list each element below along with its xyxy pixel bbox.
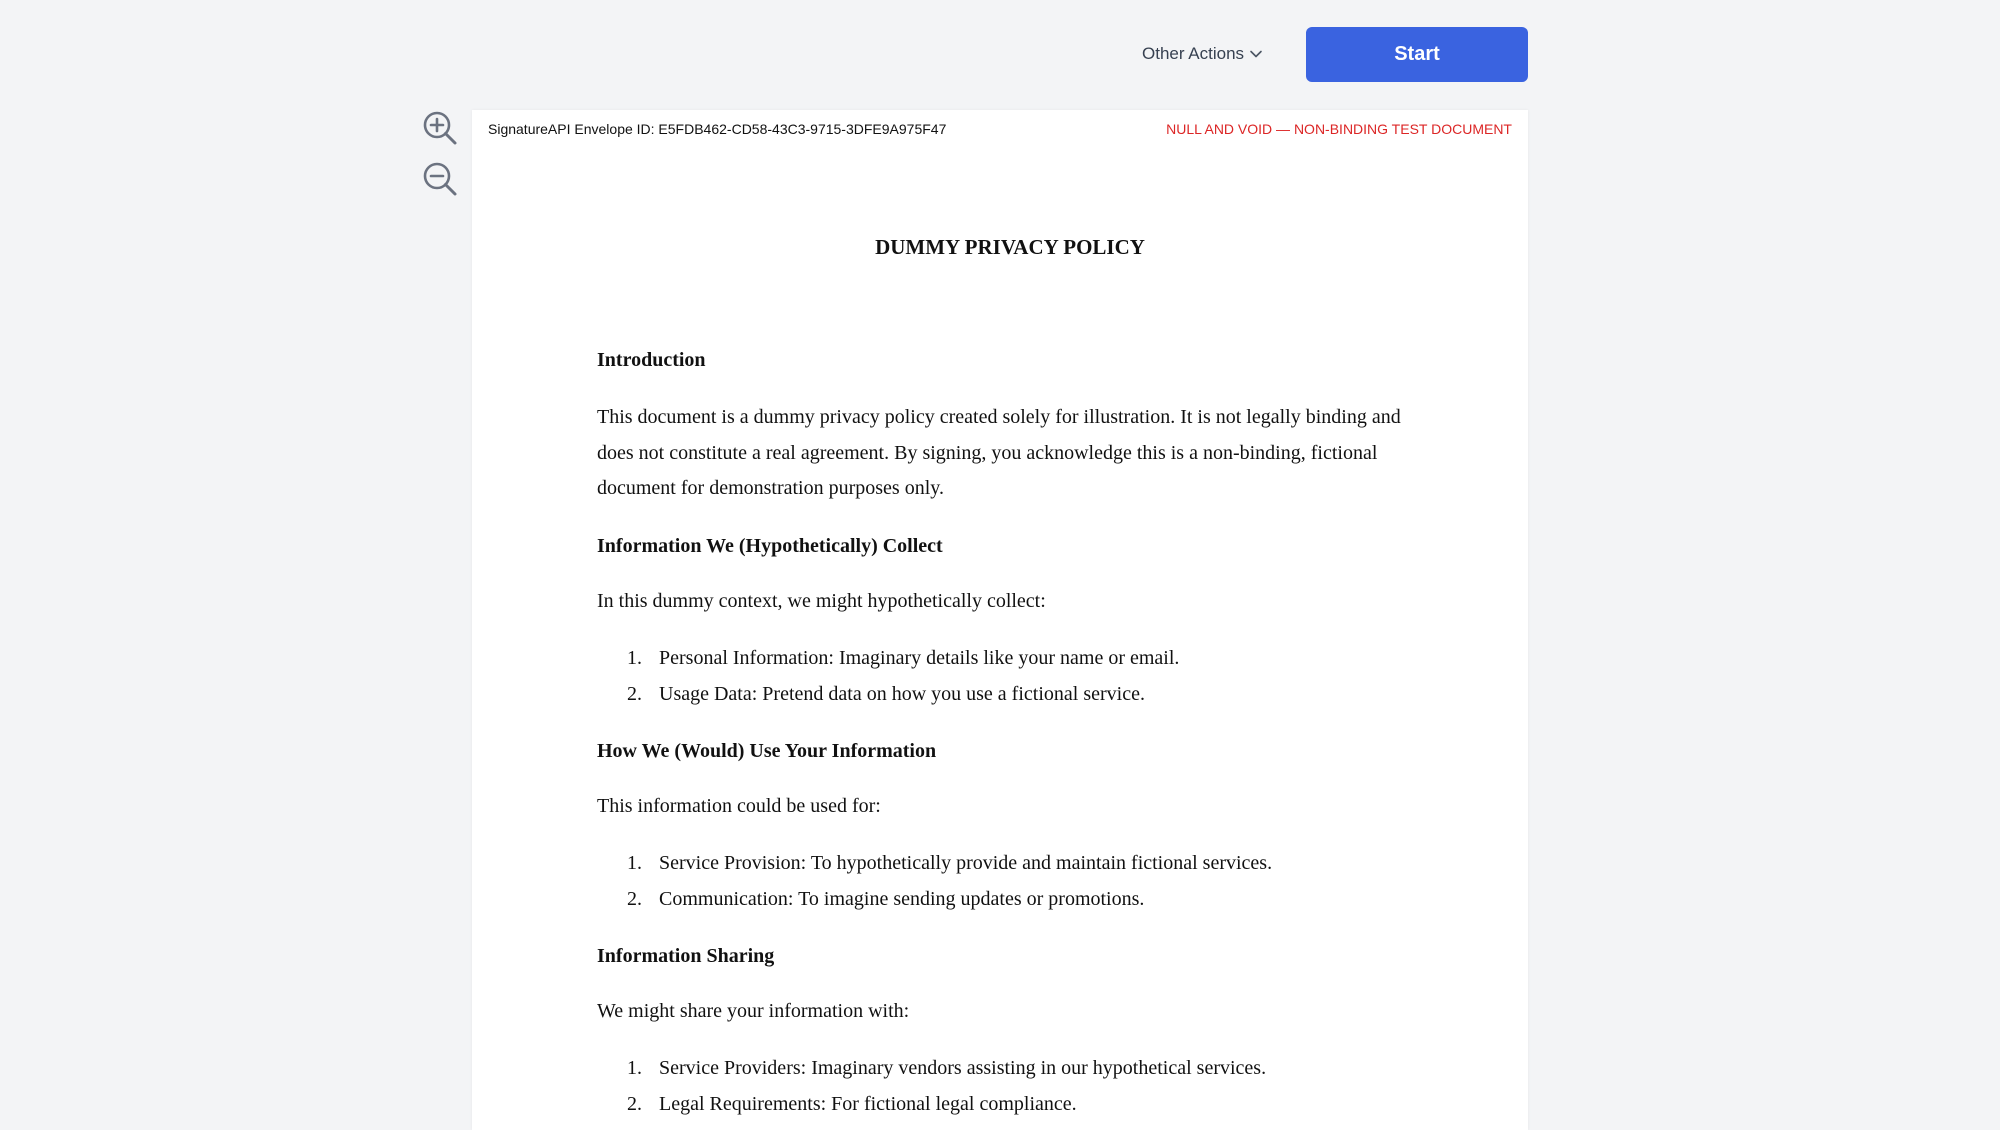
list-number: 1. — [627, 1057, 642, 1080]
list-item — [597, 1051, 1417, 1087]
start-button[interactable]: Start — [1306, 27, 1528, 82]
section-paragraph-information-sharing: We might share your information with: — [597, 1000, 910, 1023]
void-notice: NULL AND VOID — NON-BINDING TEST DOCUMENT — [1166, 121, 1512, 137]
list-number: 1. — [627, 646, 642, 669]
chevron-down-icon — [1249, 47, 1263, 61]
list-information-sharing — [597, 1051, 1417, 1122]
document-title: DUMMY PRIVACY POLICY — [875, 235, 1145, 259]
document-page — [472, 110, 1528, 1130]
list-use-information — [597, 846, 1417, 917]
list-text: Communication: To imagine sending updates or promotions. — [659, 887, 1145, 910]
section-heading-use-information: How We (Would) Use Your Information — [597, 740, 937, 763]
section-heading-introduction: Introduction — [597, 349, 706, 371]
list-text: Service Providers: Imaginary vendors assisting in our hypothetical services. — [659, 1057, 1267, 1080]
list-number: 1. — [627, 851, 642, 874]
section-paragraph-introduction: This document is a dummy privacy policy created solely for illustration. It is not legally binding and does not constitute a real agreement. By signing, you acknowledge this is a non-binding, fictional document for demonstration purposes only. — [597, 406, 1401, 500]
list-item — [597, 677, 1417, 713]
list-number: 2. — [627, 887, 642, 910]
list-item — [597, 846, 1417, 882]
list-information-collect — [597, 641, 1417, 712]
list-item — [597, 641, 1417, 677]
list-number: 2. — [627, 1092, 642, 1115]
document-body — [597, 230, 1417, 1122]
list-text: Personal Information: Imaginary details like your name or email. — [659, 646, 1180, 669]
list-text: Usage Data: Pretend data on how you use a fictional service. — [659, 682, 1145, 705]
other-actions-label: Other Actions — [1142, 44, 1245, 63]
list-text: Legal Requirements: For fictional legal compliance. — [659, 1092, 1077, 1115]
list-text: Service Provision: To hypothetically provide and maintain fictional services. — [659, 851, 1273, 874]
zoom-out-icon — [420, 159, 460, 199]
list-number: 2. — [627, 682, 642, 705]
section-heading-information-collect: Information We (Hypothetically) Collect — [597, 535, 943, 558]
section-paragraph-information-collect: In this dummy context, we might hypothetically collect: — [597, 590, 1046, 613]
list-item — [597, 882, 1417, 918]
list-item — [597, 1087, 1417, 1123]
zoom-out-button[interactable] — [420, 159, 460, 199]
section-paragraph-use-information: This information could be used for: — [597, 795, 881, 818]
zoom-in-icon — [420, 108, 460, 148]
envelope-id: SignatureAPI Envelope ID: E5FDB462-CD58-43C3-9715-3DFE9A975F47 — [488, 121, 947, 137]
zoom-in-button[interactable] — [420, 108, 460, 148]
other-actions-dropdown[interactable] — [1142, 38, 1263, 70]
section-heading-information-sharing: Information Sharing — [597, 945, 775, 968]
top-toolbar — [0, 0, 2000, 108]
